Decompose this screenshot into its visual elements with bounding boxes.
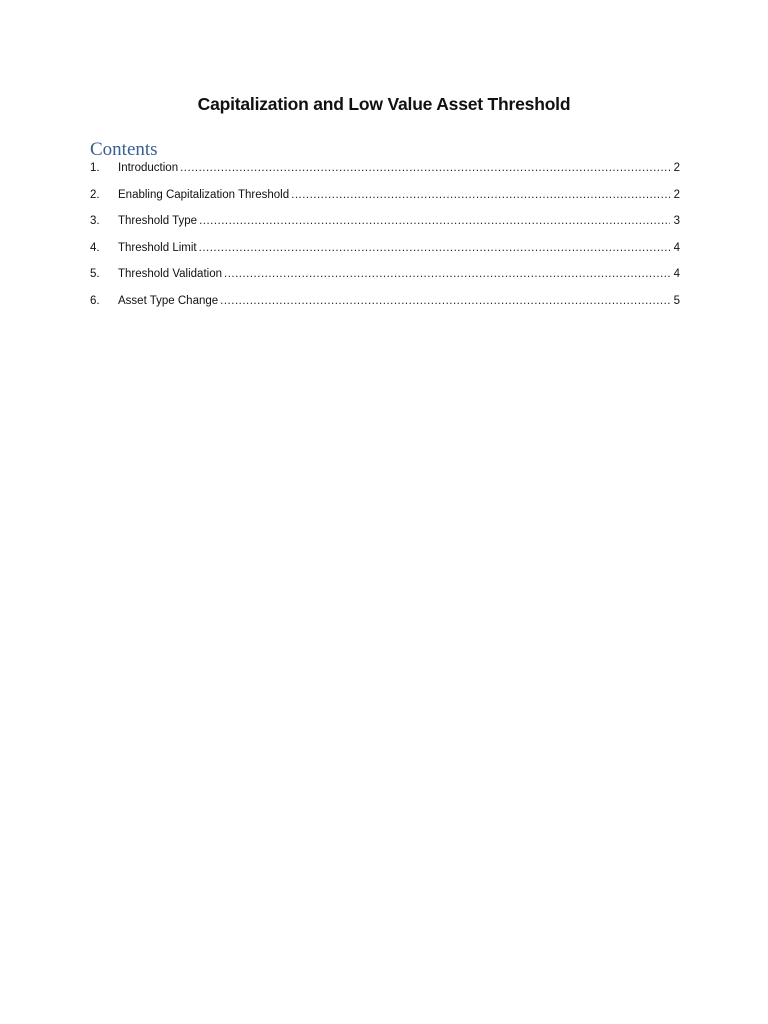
toc-dot-leader [224,268,670,280]
toc-entry-number: 2. [90,188,100,201]
toc-entry-introduction[interactable] [90,162,680,189]
toc-entry-page[interactable]: 4 [673,241,680,254]
toc-entry-threshold-validation[interactable] [90,268,680,295]
document-title: Capitalization and Low Value Asset Threshold [197,94,571,114]
toc-entry-label[interactable]: Asset Type Change [118,294,219,307]
toc-entry-page[interactable]: 2 [673,162,680,174]
toc-dot-leader [220,295,670,307]
toc-entry-label[interactable]: Threshold Type [118,215,198,228]
toc-entry-number: 3. [90,215,100,228]
toc-entry-threshold-limit[interactable] [90,242,680,269]
toc-entry-label[interactable]: Threshold Limit [118,241,197,254]
table-of-contents [90,162,680,322]
toc-dot-leader [291,189,670,201]
toc-entry-page[interactable]: 4 [673,268,680,281]
toc-entry-number: 4. [90,241,100,254]
toc-entry-label[interactable]: Threshold Validation [118,268,222,281]
toc-entry-page[interactable]: 2 [673,188,680,201]
toc-entry-page[interactable]: 5 [673,294,680,307]
toc-entry-number: 1. [90,162,100,174]
toc-heading: Contents [90,139,158,160]
toc-entry-enabling-capitalization-threshold[interactable] [90,189,680,216]
toc-entry-asset-type-change[interactable] [90,295,680,322]
toc-entry-number: 6. [90,294,100,307]
toc-entry-threshold-type[interactable] [90,215,680,242]
toc-entry-number: 5. [90,268,100,281]
toc-dot-leader [180,162,670,174]
toc-entry-page[interactable]: 3 [673,215,680,228]
toc-dot-leader [199,215,670,227]
toc-entry-label[interactable]: Enabling Capitalization Threshold [118,188,290,201]
toc-entry-label[interactable]: Introduction [118,162,179,174]
toc-dot-leader [199,242,670,254]
